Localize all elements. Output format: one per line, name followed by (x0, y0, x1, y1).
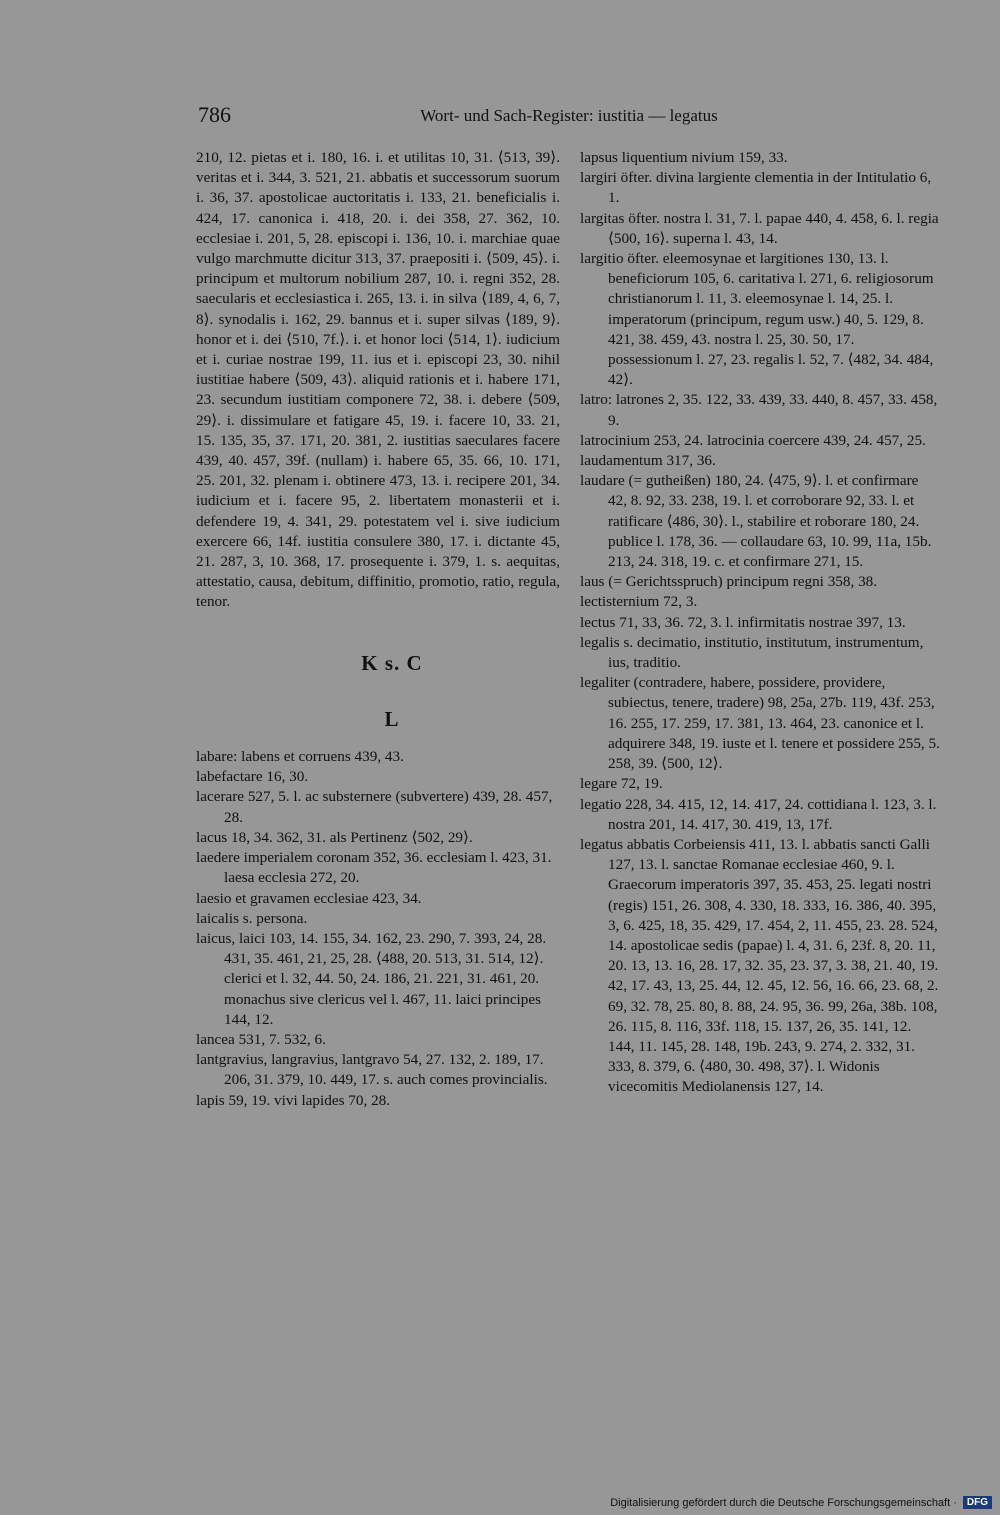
index-entry: lancea 531, 7. 532, 6. (196, 1030, 326, 1048)
left-column (196, 148, 560, 1111)
right-column (580, 148, 940, 1098)
index-entry: lapsus liquentium nivium 159, 33. (580, 149, 788, 166)
index-entry: laus (= Gerichtsspruch) principum regni 358, 38. (580, 573, 878, 591)
index-entry: largiri öfter. divina largiente clementia in der Intitulatio 6, 1. (580, 169, 932, 207)
index-entry: largitio öfter. eleemosynae et largitiones 130, 13. l. beneficiorum 105, 6. caritativa l. 271, 6. religiosorum christianorum l. 11, 3. eleemosynae l. 14, 25. l. imperatorum (principum, regum usw.) 40, 5. 129, 8. 421, 38. 459, 43. nostra l. 25, 30. 50, 17. possessionum l. 27, 23. regalis l. 52, 7. ⟨482, 34. 484, 42⟩. (580, 250, 934, 389)
footer-text: Digitalisierung gefördert durch die Deutsche Forschungsgemeinschaft · (610, 1496, 957, 1509)
page-header (198, 102, 940, 132)
continuation-entry: 210, 12. pietas et i. 180, 16. i. et utilitas 10, 31. ⟨513, 39⟩. veritas et i. 344, 3. 521, 21. abbatis et successorum suorum i. 36, 37. apostolicae auctoritatis i. 133, 21. beneficialis i. 424, 17. canonica i. 418, 20. i. dei 358, 27. 362, 10. ecclesiae i. 201, 5, 28. episcopi i. 136, 10. i. marchiae quae vulgo marchmutte dicitur 313, 37. praepositi i. ⟨509, 45⟩. i. principum et multorum nobilium 287, 10. i. regni 352, 28. saecularis et ecclesiastica i. 265, 13. i. in silva ⟨189, 4, 6, 7, 8⟩. synodalis i. 162, 29. bannus et i. super silvas ⟨189, 9⟩. honor et i. dei ⟨510, 7f.⟩. i. et honor loci ⟨514, 1⟩. iudicium et i. curiae nostrae 199, 11. ius et i. episcopi 23, 30. nihil iustitiae habere ⟨509, 43⟩. aliquid rationis et i. habere 171, 23. secundum iustitiam componere 72, 38. i. debere ⟨509, 29⟩. i. dissimulare et fatigare 45, 19. i. facere 10, 33. 21, 15. 135, 35, 37. 171, 20. 381, 2. iustitias saeculares facere 439, 40. 457, 39f. (nullam) i. habere 65, 35. 66, 10. 171, 25. 201, 32. plenam i. obtinere 473, 13. i. recipere 201, 34. iudicium et i. facere 95, 2. libertatem monasterii et i. defendere 19, 4. 341, 29. potestatem vel i. sive iudicium exercere 66, 14f. iustitia consulere 380, 17. i. dictante 45, 21. 287, 3, 10. 368, 17. prosequente i. 379, 1. s. aequitas, attestatio, causa, debitum, diffinitio, promotio, ratio, regula, tenor. (196, 149, 560, 611)
index-entry: lacus 18, 34. 362, 31. als Pertinenz ⟨502, 29⟩. (196, 828, 473, 846)
index-entry: legaliter (contradere, habere, possidere, providere, subiectus, tenere, tradere) 98, 25a, 27b. 119, 43f. 253, 16. 255, 17. 259, 17. 381, 13. 464, 23. canonice et l. adquirere 348, 19. iuste et l. tenere et possidere 255, 5. 258, 39. ⟨500, 12⟩. (580, 674, 940, 773)
index-entry: lectisternium 72, 3. (580, 593, 698, 611)
index-entry: lapis 59, 19. vivi lapides 70, 28. (196, 1091, 391, 1109)
index-entry: labefactare 16, 30. (196, 768, 309, 786)
section-heading-k: K s. C (361, 650, 423, 675)
digitization-footer (610, 1496, 992, 1509)
index-entry: lectus 71, 33, 36. 72, 3. l. infirmitatis nostrae 397, 13. (580, 613, 906, 631)
index-entry: legatio 228, 34. 415, 12, 14. 417, 24. cottidiana l. 123, 3. l. nostra 201, 14. 417, 30. 419, 13, 17f. (580, 795, 937, 833)
index-entry: lacerare 527, 5. l. ac substernere (subvertere) 439, 28. 457, 28. (196, 788, 553, 826)
page-number: 786 (198, 102, 231, 127)
index-entry: legatus abbatis Corbeiensis 411, 13. l. abbatis sancti Galli 127, 13. l. sanctae Romanae ecclesiae 460, 9. l. Graecorum imperatoris 397, 35. 453, 25. legati nostri (regis) 151, 26. 308, 4. 330, 18. 333, 16. 386, 40. 395, 3, 6. 425, 18, 35. 429, 17. 454, 2, 11. 455, 23. 28. 524, 14. apostolicae sedis (papae) l. 4, 31. 6, 23f. 8, 20. 11, 20. 13, 13. 16, 28. 17, 32. 35, 23. 37, 3. 38, 21. 40, 19. 42, 17. 43, 13, 25. 44, 12. 45, 12. 56, 16. 66, 23. 68, 2. 69, 32. 78, 25. 80, 8. 88, 24. 95, 36. 99, 26a, 38b. 108, 26. 115, 8. 116, 33f. 118, 15. 137, 26, 35. 141, 12. 144, 11. 145, 28. 148, 19b. 243, 9. 274, 2. 332, 31. 333, 8. 379, 6. ⟨480, 30. 498, 37⟩. l. Widonis vicecomitis Mediolanensis 127, 14. (580, 835, 939, 1096)
index-entry: latrocinium 253, 24. latrocinia coercere 439, 24. 457, 25. (580, 431, 926, 449)
section-heading-l: L (384, 706, 400, 731)
index-entry: legalis s. decimatio, institutio, institutum, instrumentum, ius, traditio. (580, 633, 924, 672)
index-entry: labare: labens et corruens 439, 43. (196, 748, 404, 766)
index-entry: largitas öfter. nostra l. 31, 7. l. papae 440, 4. 458, 6. l. regia ⟨500, 16⟩. superna l. 43, 14. (580, 209, 939, 247)
dfg-logo-icon: DFG (963, 1496, 992, 1509)
index-entry: laesio et gravamen ecclesiae 423, 34. (196, 889, 422, 907)
index-entry: lantgravius, langravius, lantgravo 54, 27. 132, 2. 189, 17. 206, 31. 379, 10. 449, 17. s. auch comes provincialis. (196, 1051, 548, 1089)
running-title: Wort- und Sach-Register: iustitia — legatus (420, 106, 718, 125)
index-entry: laicus, laici 103, 14. 155, 34. 162, 23. 290, 7. 393, 24, 28. 431, 35. 461, 21, 25, 28. ⟨488, 20. 513, 31. 514, 12⟩. clerici et l. 32, 44. 50, 24. 186, 21. 221, 31. 461, 20. monachus sive clericus vel l. 467, 11. laici principes 144, 12. (196, 929, 547, 1028)
index-entry: laicalis s. persona. (196, 909, 308, 927)
index-entry: laudare (= gutheißen) 180, 24. ⟨475, 9⟩. l. et confirmare 42, 8. 92, 33. 238, 19. l. et corroborare 92, 33. l. et ratificare ⟨486, 30⟩. l., stabilire et roborare 180, 24. publice l. 178, 36. — collaudare 63, 10. 99, 11a, 15b. 213, 24. 318, 19. c. et confirmare 271, 15. (580, 472, 932, 571)
index-entry: laedere imperialem coronam 352, 36. ecclesiam l. 423, 31. laesa ecclesia 272, 20. (196, 849, 552, 887)
index-entry: legare 72, 19. (580, 775, 663, 793)
index-entry: laudamentum 317, 36. (580, 452, 716, 470)
index-entry: latro: latrones 2, 35. 122, 33. 439, 33. 440, 8. 457, 33. 458, 9. (580, 391, 938, 429)
